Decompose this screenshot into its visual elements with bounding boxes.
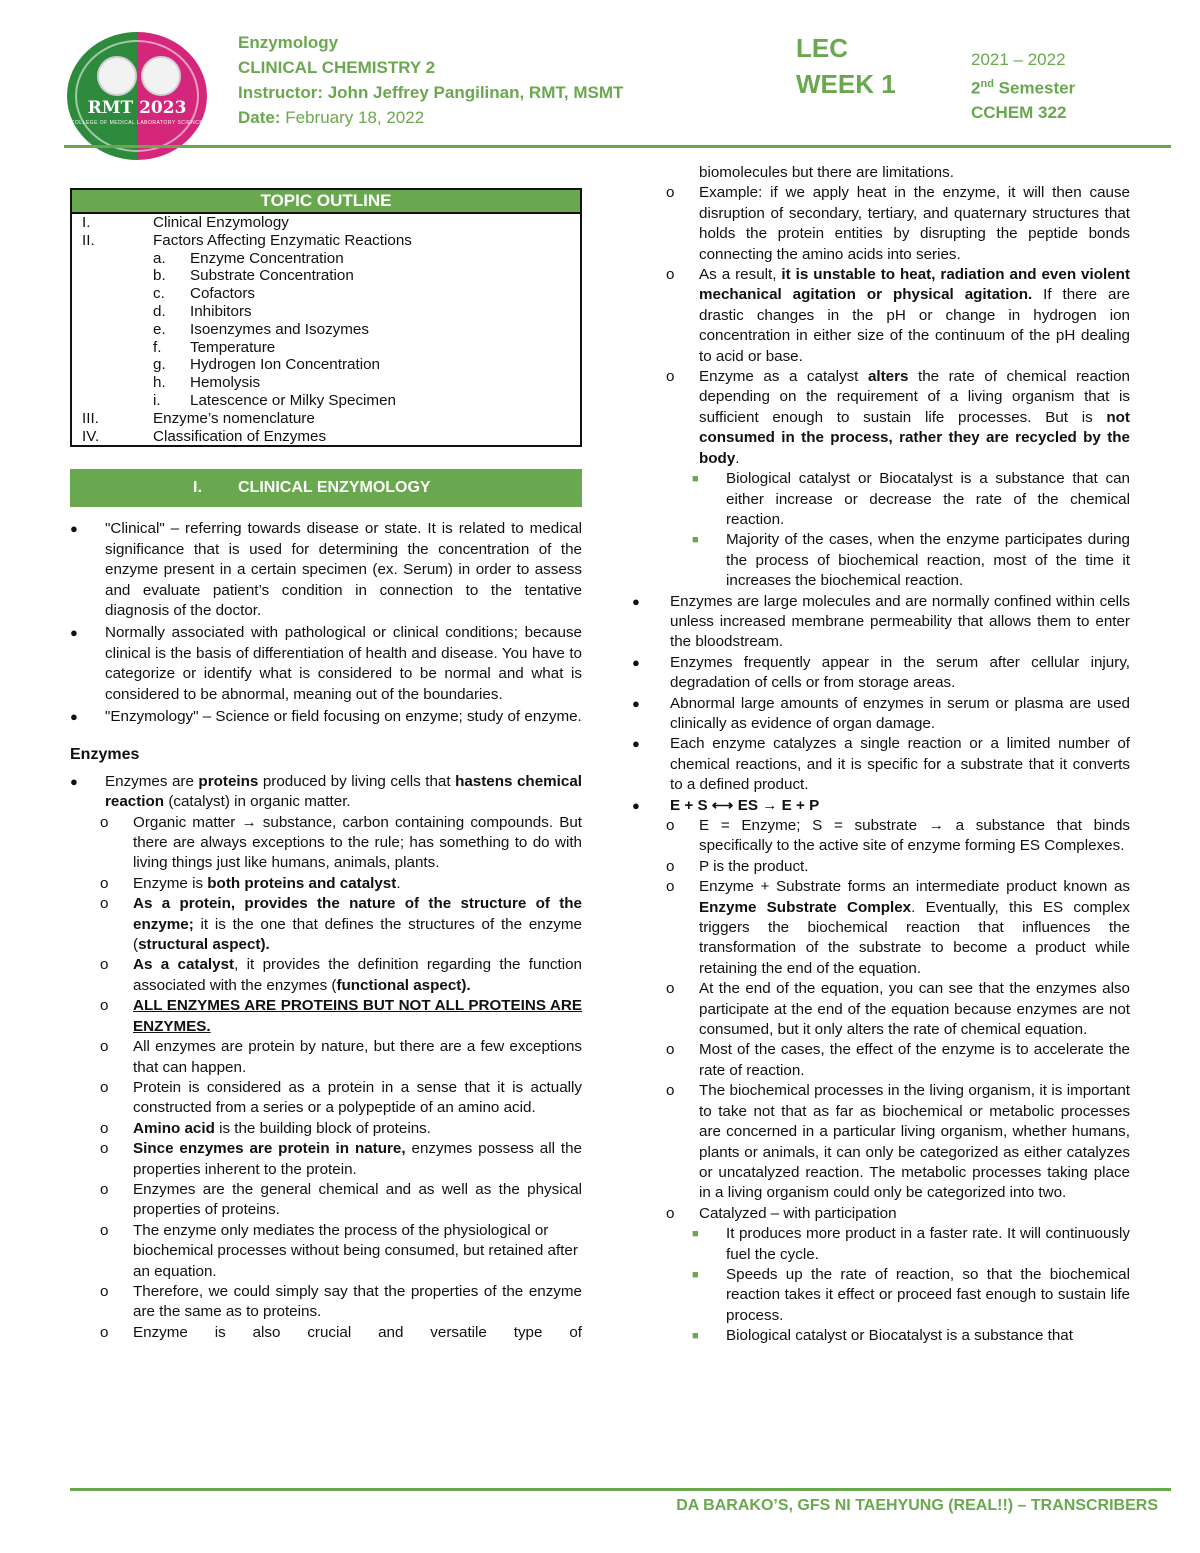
list-item: o As a catalyst, it provides the definition regarding the function associated with the enzymes (functional aspect). [100, 956, 582, 994]
list-item: o Enzyme is also crucial and versatile type of [70, 1323, 582, 1343]
outline-row [72, 285, 580, 303]
bullet-icon: ● [632, 695, 640, 711]
outline-number: a. [153, 249, 166, 267]
circle-bullet-icon: o [100, 1323, 109, 1341]
list-item: ● E + S ⟷ ES → E + P [632, 796, 1130, 816]
list-item: o Example: if we apply heat in the enzyme, it will then cause disruption of secondary, tertiary, and quaternary structures that holds the protein entities by disrupting the peptide bonds connecting the amino acids into series. [666, 184, 1130, 263]
outline-row [72, 356, 580, 374]
list-item: o As a protein, provides the nature of the structure of the enzyme; it is the one that defines the structures of the enzyme (structural aspect). [100, 895, 582, 954]
outline-row [72, 303, 580, 321]
circle-bullet-icon: o [666, 266, 675, 284]
right-column [632, 163, 1130, 1347]
logo-text: RMT 2023 [87, 98, 187, 118]
circle-bullet-icon: o [100, 1282, 109, 1300]
circle-bullet-icon: o [666, 1082, 675, 1100]
lecture-date [238, 105, 623, 130]
list-item: o Amino acid is the building block of proteins. [70, 1119, 582, 1139]
circle-bullet-icon: o [666, 1204, 675, 1222]
bullet-icon: ● [70, 709, 78, 725]
outline-number: IV. [82, 427, 100, 445]
header-course-info [238, 30, 623, 130]
outline-row [72, 410, 580, 428]
outline-number: d. [153, 302, 166, 320]
square-bullet-icon: ■ [692, 1268, 699, 1281]
logo-subtext: COLLEGE OF MEDICAL LABORATORY SCIENCE [70, 120, 204, 126]
topic-outline-title: TOPIC OUTLINE [72, 190, 580, 214]
outline-topic: Hemolysis [190, 374, 261, 392]
circle-bullet-icon: o [100, 895, 109, 913]
square-bullet-icon: ■ [692, 1330, 699, 1343]
list-item: o All enzymes are protein by nature, but there are a few exceptions that can happen. [100, 1038, 582, 1076]
outline-row [72, 232, 580, 250]
list-item: ● Enzymes frequently appear in the serum after cellular injury, degradation of cells or from storage areas. [632, 653, 1130, 692]
list-item: o As a result, it is unstable to heat, radiation and even violent mechanical agitation or physical agitation. If there are drastic changes in the pH or change in hydrogen ion concentration in either size of the continuum of the pH dealing to acid or base. [666, 266, 1130, 365]
list-item: ● "Clinical" – referring towards disease or state. It is related to medical significance that is used for determining the concentration of the enzyme present in a certain specimen (ex. Serum) in order to assess and evaluate patient’s condition in connection to the tentative diagnosis of the doctor. [70, 520, 582, 619]
circle-bullet-icon: o [666, 980, 675, 998]
bullet-icon: ● [632, 593, 640, 609]
circle-bullet-icon: o [100, 1140, 109, 1158]
topic-outline [70, 188, 582, 447]
list-item: o Enzyme as a catalyst alters the rate of chemical reaction depending on the requirement of a living organism that is sufficient enough to sustain life processes. But is not consumed in the process, rather they are recycled by the body. [666, 368, 1130, 467]
list-item: ■ It produces more product in a faster rate. It will continuously fuel the cycle. [692, 1225, 1130, 1263]
bullet-icon: ● [632, 797, 640, 813]
outline-number: i. [153, 391, 161, 409]
semester: 2nd Semester [971, 78, 1076, 98]
outline-row [72, 250, 580, 268]
list-item: ■ Biological catalyst or Biocatalyst is a substance that [632, 1326, 1130, 1346]
section-heading-clinical-enzymology: I. CLINICAL ENZYMOLOGY [70, 469, 582, 507]
logo-ring [75, 40, 199, 152]
list-item: ■ Majority of the cases, when the enzyme participates during the process of biochemical reaction, most of the time it increases the biochemical reaction. [692, 531, 1130, 590]
outline-topic: Inhibitors [190, 302, 252, 320]
circle-bullet-icon: o [666, 857, 675, 875]
square-bullet-icon: ■ [692, 1228, 699, 1241]
outline-topic: Classification of Enzymes [153, 427, 327, 445]
outline-topic: Clinical Enzymology [153, 214, 289, 231]
list-item: ● Enzymes are large molecules and are normally confined within cells unless increased membrane permeability that allows them to enter the bloodstream. [632, 592, 1130, 651]
date-value: February 18, 2022 [285, 108, 425, 127]
date-label: Date: [238, 108, 281, 127]
school-seal-icon [97, 56, 137, 96]
outline-topic: Factors Affecting Enzymatic Reactions [153, 231, 412, 249]
outline-topic: Temperature [190, 338, 276, 356]
circle-bullet-icon: o [100, 1078, 109, 1096]
topic-outline-list [72, 214, 580, 445]
college-seal-icon [141, 56, 181, 96]
outline-topic: Hydrogen Ion Concentration [190, 356, 380, 374]
list-item: o Since enzymes are protein in nature, enzymes possess all the properties inherent to the protein. [100, 1140, 582, 1178]
circle-bullet-icon: o [100, 997, 109, 1015]
subject-title: Enzymology [238, 33, 339, 52]
outline-number: I. [82, 214, 91, 231]
outline-number: II. [82, 231, 95, 249]
list-item: o Protein is considered as a protein in a sense that it is actually constructed from a series or a polypeptide of an amino acid. [100, 1078, 582, 1117]
clinical-bullets [70, 519, 582, 727]
list-item: o Enzymes are the general chemical and as well as the physical properties of proteins. [100, 1180, 582, 1219]
instructor: Instructor: John Jeffrey Pangilinan, RMT, MSMT [238, 83, 624, 102]
circle-bullet-icon: o [100, 956, 109, 974]
circle-bullet-icon: o [100, 1119, 109, 1137]
header-term-info [971, 48, 1075, 125]
list-item: ● Each enzyme catalyzes a single reaction or a limited number of chemical reactions, and it is specific for a substrate that it converts to a defined product. [632, 735, 1130, 794]
course-code: CCHEM 322 [971, 102, 1067, 122]
circle-bullet-icon: o [666, 817, 675, 834]
list-item: o P is the product. [632, 857, 1130, 877]
list-item: ● Enzymes are proteins produced by living cells that hastens chemical reaction (catalyst) in organic matter. [70, 772, 582, 811]
list-item: o Enzyme is both proteins and catalyst. [70, 874, 582, 894]
list-item: ■ Speeds up the rate of reaction, so that the biochemical reaction takes it effect or proceed fast enough to sustain life process. [692, 1265, 1130, 1324]
circle-bullet-icon: o [100, 813, 109, 831]
outline-row [72, 267, 580, 285]
outline-number: III. [82, 409, 99, 427]
list-item: ● Normally associated with pathological or clinical conditions; because clinical is the basis of differentiation of health and disease. You have to categorize or identify what is considered to be normal and what is considered to be abnormal, meaning out of the boundaries. [70, 624, 582, 703]
outline-row [72, 321, 580, 339]
bullet-icon: ● [70, 521, 78, 537]
list-item: o The biochemical processes in the living organism, it is important to take not that as far as biochemical or metabolic processes are concerned in a particular living organism, whether humans, plants or animals, it can only be categorized as either catalyzes or uncatalyzed reaction. The metabolic processes taking place in a living organism could only be categorized into two. [666, 1082, 1130, 1202]
school-year: 2021 – 2022 [971, 50, 1066, 69]
bullet-icon: ● [632, 654, 640, 670]
outline-number: f. [153, 338, 162, 356]
circle-bullet-icon: o [100, 874, 109, 892]
outline-number: c. [153, 285, 165, 303]
outline-topic: Latescence or Milky Specimen [190, 391, 396, 409]
outline-topic: Cofactors [190, 285, 255, 303]
list-item: o Catalyzed – with participation [632, 1204, 1130, 1224]
square-bullet-icon: ■ [692, 534, 699, 547]
bullet-icon: ● [70, 773, 78, 789]
rmt-2023-logo [67, 32, 207, 160]
list-item: ● "Enzymology" – Science or field focusing on enzyme; study of enzyme. [70, 707, 582, 727]
list-item: o At the end of the equation, you can see that the enzymes also participate at the end of the equation because enzymes are not consumed, but it only alters the rate of chemical equation. [666, 980, 1130, 1039]
circle-bullet-icon: o [100, 1038, 109, 1056]
outline-row [72, 392, 580, 410]
outline-topic: Enzyme’s nomenclature [153, 409, 315, 427]
outline-row [72, 428, 580, 446]
header-week-info [796, 30, 896, 102]
outline-topic: Substrate Concentration [190, 267, 354, 285]
outline-row [72, 214, 580, 232]
footer-divider [70, 1488, 1171, 1491]
circle-bullet-icon: o [666, 1041, 675, 1059]
list-item: ■ Biological catalyst or Biocatalyst is a substance that can either increase or decrease the rate of the chemical reaction. [692, 470, 1130, 528]
enzymes-heading: Enzymes [70, 746, 140, 764]
circle-bullet-icon: o [666, 878, 675, 896]
list-item: ● Abnormal large amounts of enzymes in serum or plasma are used clinically as evidence of organ damage. [632, 694, 1130, 732]
continued-text: biomolecules but there are limitations. [699, 164, 954, 181]
right-list [632, 183, 1130, 1346]
footer-transcribers: DA BARAKO’S, GFS NI TAEHYUNG (REAL!!) – TRANSCRIBERS [676, 1497, 1158, 1514]
lec-label: LEC [796, 33, 848, 63]
circle-bullet-icon: o [666, 184, 675, 202]
enzymes-list [70, 772, 582, 1343]
course-title: CLINICAL CHEMISTRY 2 [238, 58, 436, 77]
list-item: o Enzyme + Substrate forms an intermediate product known as Enzyme Substrate Complex. Eventually, this ES complex triggers the biochemical reaction that influences the transformation of the substrate to become a product while retaining the end of the equation. [666, 878, 1130, 977]
outline-row [72, 374, 580, 392]
square-bullet-icon: ■ [692, 473, 699, 486]
bullet-icon: ● [632, 736, 640, 752]
outline-number: h. [153, 374, 166, 392]
list-item: o The enzyme only mediates the process of the physiological or biochemical processes without being consumed, but retained after an equation. [100, 1221, 578, 1280]
left-column [70, 188, 582, 1343]
circle-bullet-icon: o [100, 1180, 109, 1198]
outline-number: g. [153, 356, 166, 374]
outline-topic: Isoenzymes and Isozymes [190, 320, 369, 338]
list-item: o Organic matter → substance, carbon containing compounds. But there are always exceptions to the rule; has something to do with living things just like humans, animals, plants. [100, 813, 582, 872]
list-item: o ALL ENZYMES ARE PROTEINS BUT NOT ALL PROTEINS ARE ENZYMES. [100, 997, 582, 1035]
circle-bullet-icon: o [100, 1221, 109, 1239]
outline-row [72, 339, 580, 357]
list-item: o E = Enzyme; S = substrate → a substance that binds specifically to the active site of enzyme forming ES Complexes. [666, 817, 1130, 855]
list-item: o Therefore, we could simply say that the properties of the enzyme are the same as to proteins. [100, 1282, 582, 1321]
week-label: WEEK 1 [796, 69, 896, 99]
outline-topic: Enzyme Concentration [190, 249, 344, 267]
outline-number: e. [153, 320, 166, 338]
outline-number: b. [153, 267, 166, 285]
list-item: o Most of the cases, the effect of the enzyme is to accelerate the rate of reaction. [666, 1041, 1130, 1079]
bullet-icon: ● [70, 625, 78, 641]
header-divider [64, 145, 1171, 148]
circle-bullet-icon: o [666, 368, 675, 386]
